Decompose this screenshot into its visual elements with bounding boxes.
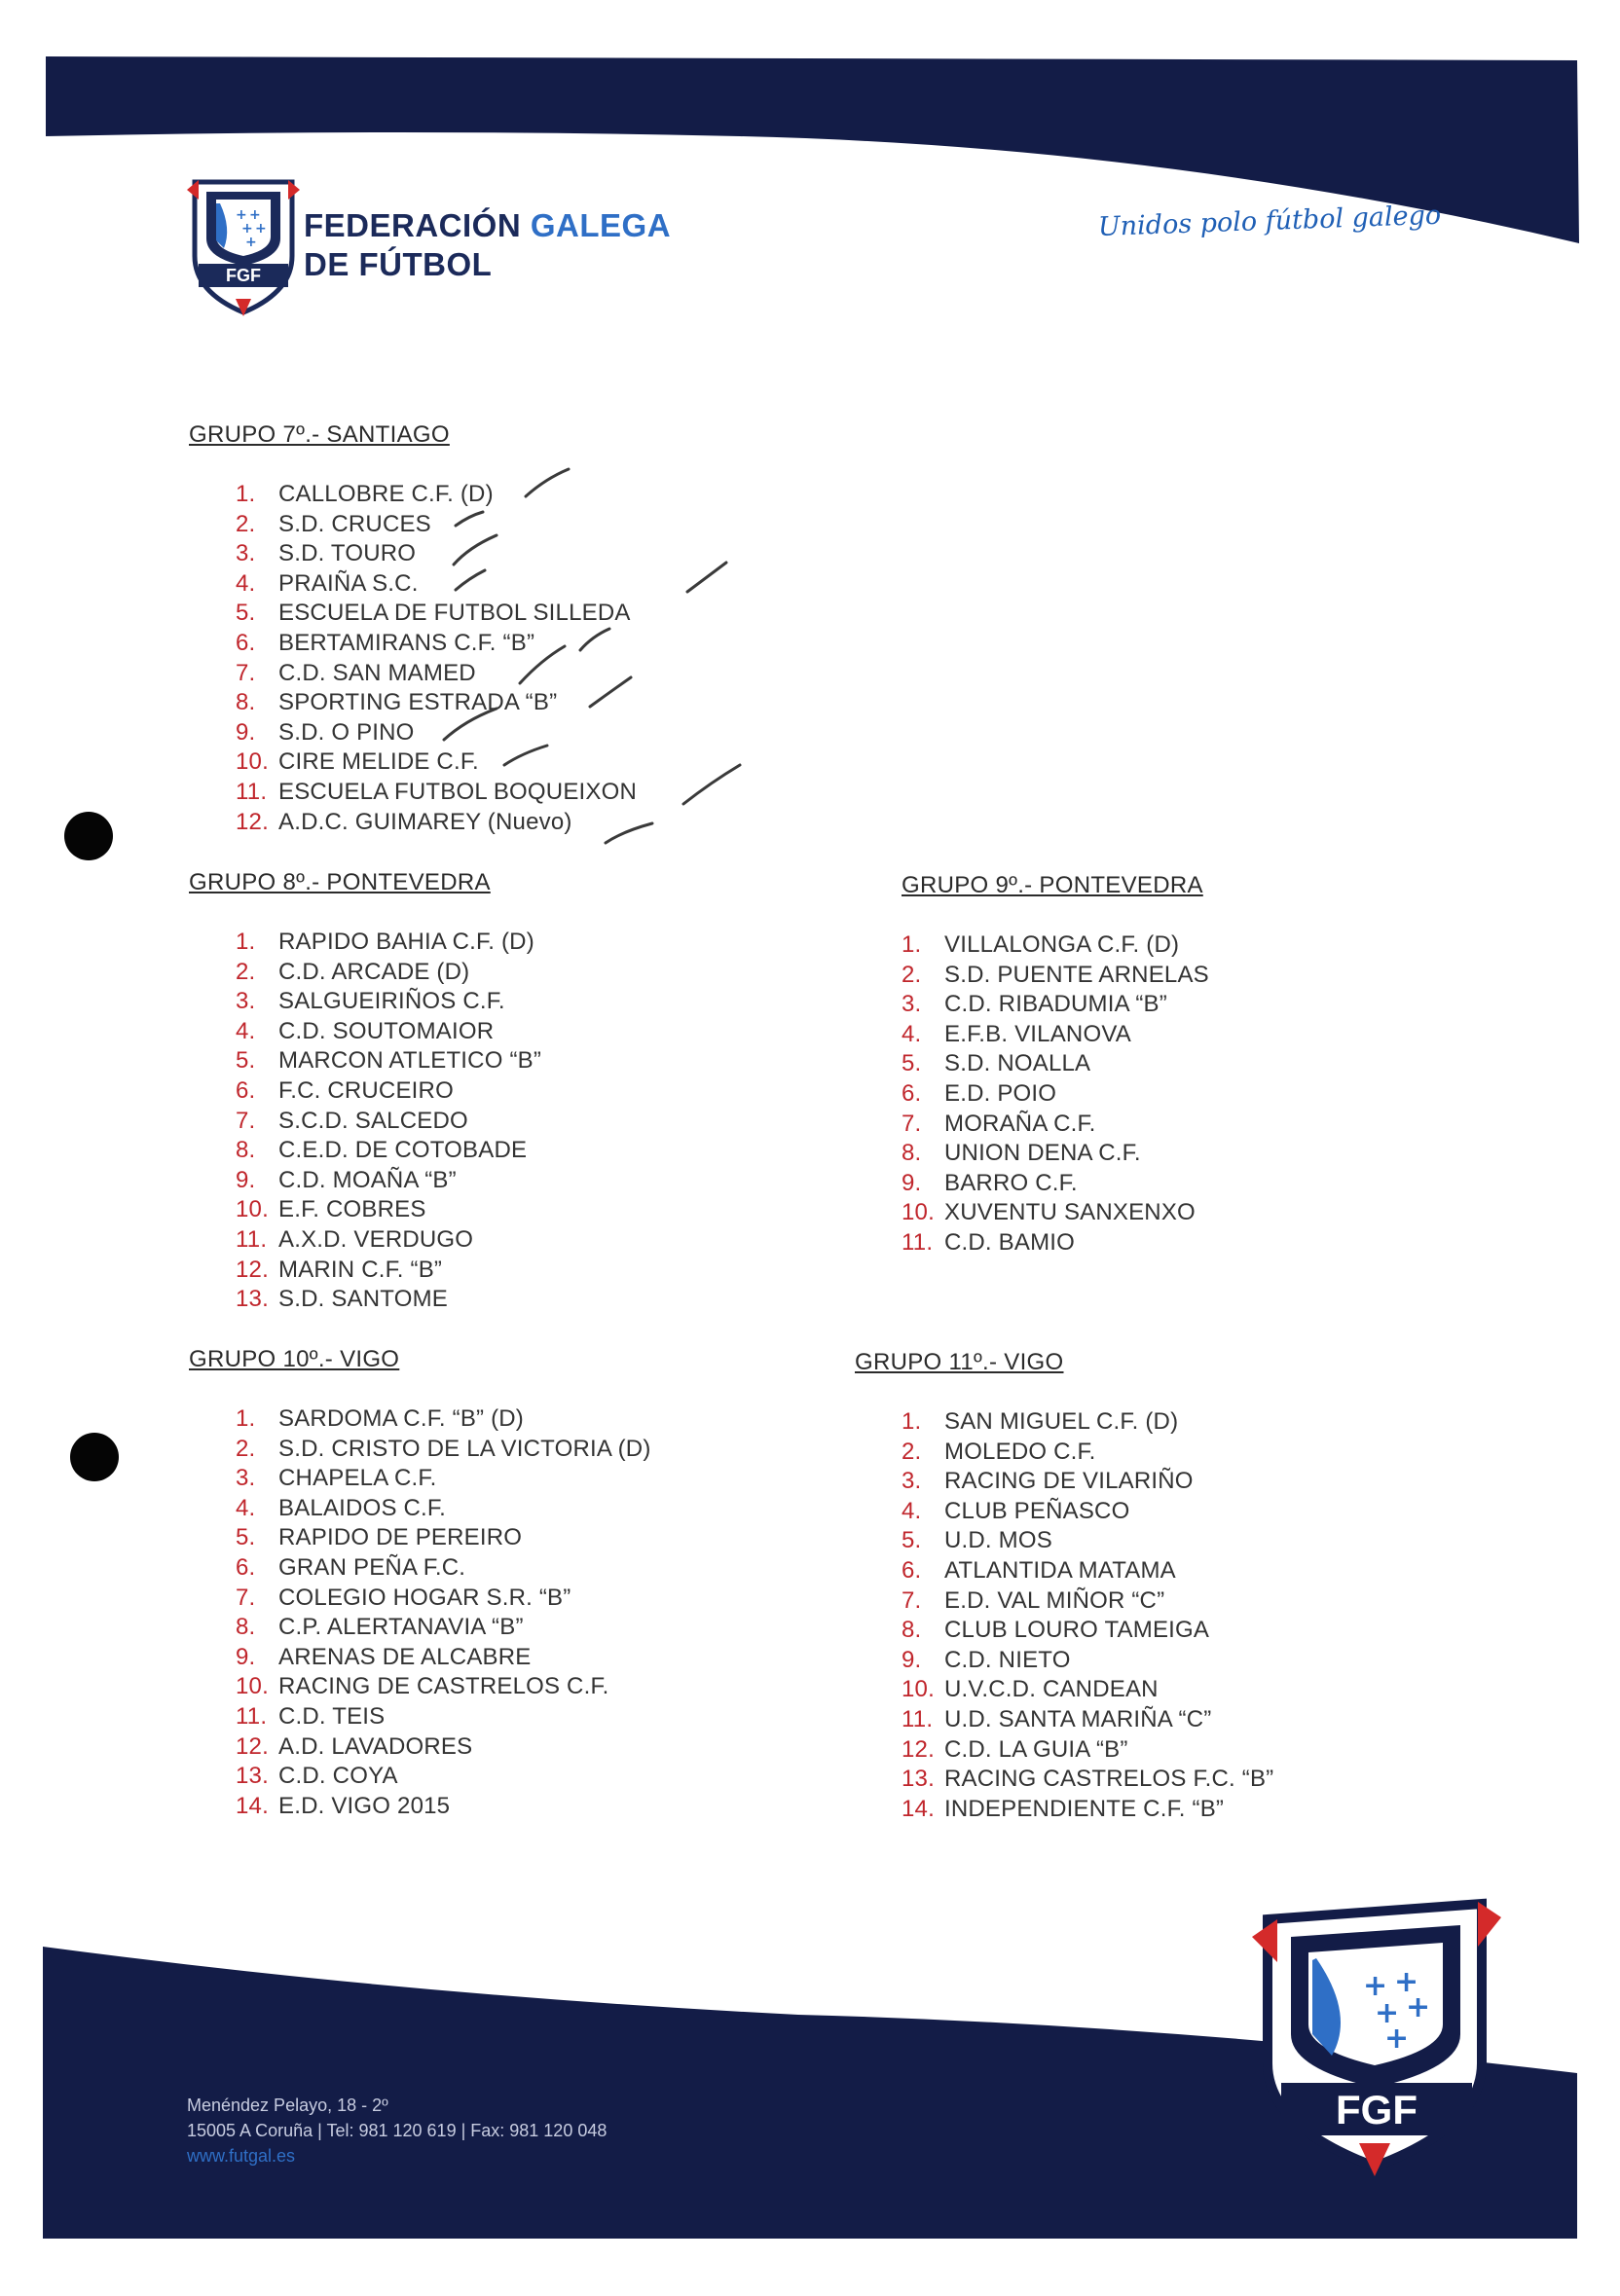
team-item (902, 1735, 1273, 1766)
team-number: 5. (902, 1050, 922, 1077)
team-number: 7. (236, 659, 256, 686)
team-item (902, 1526, 1273, 1556)
team-name: CHAPELA C.F. (278, 1465, 437, 1492)
team-item (236, 1613, 651, 1643)
team-item (236, 1553, 651, 1584)
team-name: RACING CASTRELOS F.C. “B” (944, 1766, 1274, 1793)
check-marks (428, 457, 759, 856)
team-number: 2. (236, 1435, 256, 1462)
team-item (902, 1407, 1273, 1438)
team-item (902, 1765, 1273, 1795)
footer-phone-fax: 15005 A Coruña | Tel: 981 120 619 | Fax: 981 120 048 (187, 2121, 608, 2140)
team-number: 12. (236, 1732, 269, 1760)
team-number: 6. (236, 1553, 256, 1581)
team-number: 2. (902, 1438, 922, 1465)
team-item (236, 1256, 541, 1286)
team-name: PRAIÑA S.C. (278, 569, 419, 597)
team-name: MOLEDO C.F. (944, 1438, 1096, 1465)
team-name: C.D. BAMIO (944, 1228, 1076, 1256)
group-9-list (902, 930, 1209, 1258)
team-name: ESCUELA DE FUTBOL SILLEDA (278, 600, 631, 627)
team-item (236, 1166, 541, 1196)
group-8-list (236, 928, 541, 1315)
team-number: 5. (236, 1047, 256, 1075)
team-name: S.D. PUENTE ARNELAS (944, 961, 1209, 988)
svg-text:+: + (1394, 1965, 1419, 1999)
svg-text:+: + (236, 207, 247, 223)
team-number: 10. (236, 1196, 269, 1223)
team-name: INDEPENDIENTE C.F. “B” (944, 1795, 1225, 1822)
team-item (902, 1049, 1209, 1079)
team-name: E.D. VIGO 2015 (278, 1792, 451, 1819)
team-name: A.D. LAVADORES (278, 1732, 473, 1760)
team-name: MORAÑA C.F. (944, 1110, 1096, 1137)
org-name-line2: DE FÚTBOL (304, 246, 493, 282)
svg-text:+: + (245, 235, 257, 250)
team-item (902, 1705, 1273, 1735)
team-name: E.F. COBRES (278, 1196, 426, 1223)
svg-text:+: + (1406, 1990, 1431, 2024)
team-item (902, 1139, 1209, 1169)
team-item (902, 1616, 1273, 1646)
team-item (902, 1169, 1209, 1199)
team-item (902, 1438, 1273, 1468)
team-number: 2. (236, 958, 256, 985)
org-name-line1a: FEDERACIÓN (304, 207, 522, 243)
group-7-title: GRUPO 7º.- SANTIAGO (189, 421, 450, 448)
team-item (236, 1732, 651, 1763)
team-number: 12. (236, 808, 269, 835)
footer-badge-text: FGF (1336, 2087, 1418, 2132)
team-item (236, 1017, 541, 1047)
team-item (902, 961, 1209, 991)
team-name: RAPIDO BAHIA C.F. (D) (278, 929, 534, 955)
logo-badge-text: FGF (226, 266, 261, 285)
team-name: C.D. LA GUIA “B” (944, 1735, 1128, 1763)
group-10-title: GRUPO 10º.- VIGO (189, 1346, 400, 1372)
team-item (236, 1584, 651, 1614)
team-name: C.D. ARCADE (D) (278, 958, 470, 985)
team-number: 10. (236, 748, 269, 776)
team-number: 5. (236, 1524, 256, 1551)
team-number: 12. (236, 1256, 269, 1283)
team-item (236, 1076, 541, 1107)
group-11-title: GRUPO 11º.- VIGO (855, 1349, 1064, 1375)
team-item (236, 1107, 541, 1137)
team-name: C.D. COYA (278, 1763, 398, 1790)
team-item (902, 990, 1209, 1020)
team-number: 10. (902, 1199, 935, 1226)
team-number: 3. (236, 988, 256, 1015)
team-name: C.D. NIETO (944, 1646, 1071, 1673)
team-number: 11. (236, 778, 268, 805)
team-name: C.D. SOUTOMAIOR (278, 1017, 495, 1044)
team-number: 3. (902, 1468, 922, 1495)
team-number: 2. (236, 510, 256, 537)
team-name: S.C.D. SALCEDO (278, 1107, 468, 1134)
team-item (902, 1228, 1209, 1258)
team-name: RACING DE CASTRELOS C.F. (278, 1673, 609, 1700)
team-name: S.D. CRISTO DE LA VICTORIA (D) (278, 1435, 651, 1462)
team-number: 5. (902, 1527, 922, 1554)
team-item (236, 1285, 541, 1315)
team-name: SAN MIGUEL C.F. (D) (944, 1408, 1179, 1435)
motto: Unidos polo fútbol galego (1097, 200, 1442, 242)
team-number: 1. (236, 481, 256, 507)
team-number: 8. (902, 1140, 922, 1167)
team-item (902, 1467, 1273, 1497)
footer-contact (187, 2093, 607, 2168)
team-number: 13. (902, 1766, 935, 1793)
team-number: 4. (236, 569, 256, 597)
team-item (236, 1046, 541, 1076)
team-name: S.D. SANTOME (278, 1286, 448, 1313)
team-number: 6. (902, 1556, 922, 1584)
team-name: S.D. NOALLA (944, 1050, 1091, 1077)
team-name: SALGUEIRIÑOS C.F. (278, 988, 505, 1015)
group-9-title: GRUPO 9º.- PONTEVEDRA (902, 872, 1203, 898)
team-number: 14. (902, 1795, 935, 1822)
team-name: RAPIDO DE PEREIRO (278, 1524, 523, 1551)
federation-name (304, 206, 671, 284)
team-number: 12. (902, 1735, 935, 1763)
team-name: XUVENTU SANXENXO (944, 1199, 1196, 1226)
team-item (236, 987, 541, 1017)
team-name: F.C. CRUCEIRO (278, 1076, 454, 1104)
group-8-title: GRUPO 8º.- PONTEVEDRA (189, 869, 491, 895)
team-name: GRAN PEÑA F.C. (278, 1553, 466, 1581)
team-name: S.D. O PINO (278, 718, 415, 746)
fgf-large-logo-icon (1248, 1888, 1521, 2180)
team-number: 1. (902, 1408, 922, 1435)
team-number: 6. (236, 629, 256, 656)
team-number: 8. (236, 689, 256, 716)
team-item (236, 1464, 651, 1494)
team-name: C.P. ALERTANAVIA “B” (278, 1614, 524, 1641)
team-number: 13. (236, 1286, 269, 1313)
fgf-logo-icon (185, 170, 302, 316)
footer-web-link[interactable]: www.futgal.es (187, 2146, 296, 2166)
team-name: CALLOBRE C.F. (D) (278, 481, 494, 507)
team-number: 7. (236, 1584, 256, 1611)
team-name: VILLALONGA C.F. (D) (944, 931, 1180, 958)
team-number: 2. (902, 961, 922, 988)
team-item (902, 930, 1209, 961)
team-number: 4. (902, 1497, 922, 1524)
team-number: 8. (236, 1614, 256, 1641)
team-number: 7. (902, 1586, 922, 1614)
group-11-list (902, 1407, 1273, 1824)
team-number: 4. (902, 1020, 922, 1047)
team-number: 1. (236, 1405, 256, 1432)
team-number: 11. (902, 1228, 934, 1256)
team-name: E.F.B. VILANOVA (944, 1020, 1131, 1047)
team-name: RACING DE VILARIÑO (944, 1468, 1194, 1495)
team-item (902, 1110, 1209, 1140)
team-name: SPORTING ESTRADA “B” (278, 689, 558, 716)
team-name: ATLANTIDA MATAMA (944, 1556, 1176, 1584)
team-item (902, 1020, 1209, 1050)
team-number: 6. (902, 1079, 922, 1107)
team-item (902, 1795, 1273, 1825)
footer-address: Menéndez Pelayo, 18 - 2º (187, 2096, 388, 2115)
org-name-line1b: GALEGA (530, 207, 672, 243)
team-number: 11. (236, 1702, 268, 1730)
team-name: C.D. TEIS (278, 1702, 386, 1730)
team-name: E.D. POIO (944, 1079, 1057, 1107)
team-item (902, 1198, 1209, 1228)
team-item (902, 1675, 1273, 1705)
svg-text:+: + (1384, 2022, 1410, 2056)
team-name: ARENAS DE ALCABRE (278, 1643, 532, 1670)
team-item (236, 1494, 651, 1524)
team-number: 7. (902, 1110, 922, 1137)
team-name: S.D. CRUCES (278, 510, 431, 537)
punch-hole (64, 812, 113, 860)
team-number: 5. (236, 600, 256, 627)
team-name: UNION DENA C.F. (944, 1140, 1141, 1167)
team-number: 11. (902, 1705, 934, 1732)
team-number: 14. (236, 1792, 269, 1819)
team-item (902, 1497, 1273, 1527)
team-number: 9. (236, 718, 256, 746)
team-name: MARIN C.F. “B” (278, 1256, 443, 1283)
team-number: 8. (236, 1137, 256, 1164)
team-number: 3. (236, 1465, 256, 1492)
team-number: 8. (902, 1617, 922, 1644)
team-number: 3. (902, 991, 922, 1018)
team-item (236, 1702, 651, 1732)
team-number: 1. (902, 931, 922, 958)
team-item (236, 958, 541, 988)
team-item (236, 1225, 541, 1256)
team-name: A.D.C. GUIMAREY (Nuevo) (278, 808, 572, 835)
team-number: 3. (236, 540, 256, 567)
team-item (236, 1523, 651, 1553)
team-number: 11. (236, 1225, 268, 1253)
team-number: 9. (236, 1166, 256, 1193)
team-name: C.D. SAN MAMED (278, 659, 476, 686)
team-name: S.D. TOURO (278, 540, 417, 567)
team-item (236, 1195, 541, 1225)
team-item (236, 1792, 651, 1822)
punch-hole (70, 1433, 119, 1481)
team-item (902, 1586, 1273, 1617)
svg-text:+: + (1363, 1969, 1388, 2003)
team-name: C.D. MOAÑA “B” (278, 1166, 457, 1193)
team-number: 9. (236, 1643, 256, 1670)
team-name: BARRO C.F. (944, 1169, 1078, 1196)
team-number: 13. (236, 1763, 269, 1790)
team-name: U.V.C.D. CANDEAN (944, 1676, 1159, 1703)
team-number: 4. (236, 1494, 256, 1521)
team-number: 9. (902, 1646, 922, 1673)
team-name: COLEGIO HOGAR S.R. “B” (278, 1584, 571, 1611)
team-number: 4. (236, 1017, 256, 1044)
team-name: C.D. RIBADUMIA “B” (944, 991, 1167, 1018)
svg-text:+: + (249, 207, 261, 223)
team-name: A.X.D. VERDUGO (278, 1225, 474, 1253)
team-name: U.D. SANTA MARIÑA “C” (944, 1705, 1212, 1732)
team-number: 10. (902, 1676, 935, 1703)
team-name: U.D. MOS (944, 1527, 1052, 1554)
team-name: CIRE MELIDE C.F. (278, 748, 479, 776)
svg-text:+: + (255, 221, 267, 237)
team-item (236, 1643, 651, 1673)
team-number: 7. (236, 1107, 256, 1134)
team-item (236, 1762, 651, 1792)
team-name: CLUB LOURO TAMEIGA (944, 1617, 1210, 1644)
team-item (902, 1646, 1273, 1676)
team-number: 6. (236, 1076, 256, 1104)
team-name: E.D. VAL MIÑOR “C” (944, 1586, 1165, 1614)
team-item (902, 1556, 1273, 1586)
team-number: 10. (236, 1673, 269, 1700)
team-number: 1. (236, 929, 256, 955)
team-item (236, 1404, 651, 1435)
group-10-list (236, 1404, 651, 1821)
team-name: SARDOMA C.F. “B” (D) (278, 1405, 525, 1432)
team-item (236, 928, 541, 958)
team-name: C.E.D. DE COTOBADE (278, 1137, 528, 1164)
svg-text:+: + (241, 221, 253, 237)
team-item (236, 1435, 651, 1465)
team-item (236, 1136, 541, 1166)
team-name: ESCUELA FUTBOL BOQUEIXON (278, 778, 637, 805)
team-item (236, 1672, 651, 1702)
team-name: MARCON ATLETICO “B” (278, 1047, 542, 1075)
team-name: BERTAMIRANS C.F. “B” (278, 629, 535, 656)
team-name: BALAIDOS C.F. (278, 1494, 446, 1521)
team-item (902, 1079, 1209, 1110)
team-number: 9. (902, 1169, 922, 1196)
team-name: CLUB PEÑASCO (944, 1497, 1130, 1524)
svg-text:+: + (1375, 1996, 1400, 2030)
